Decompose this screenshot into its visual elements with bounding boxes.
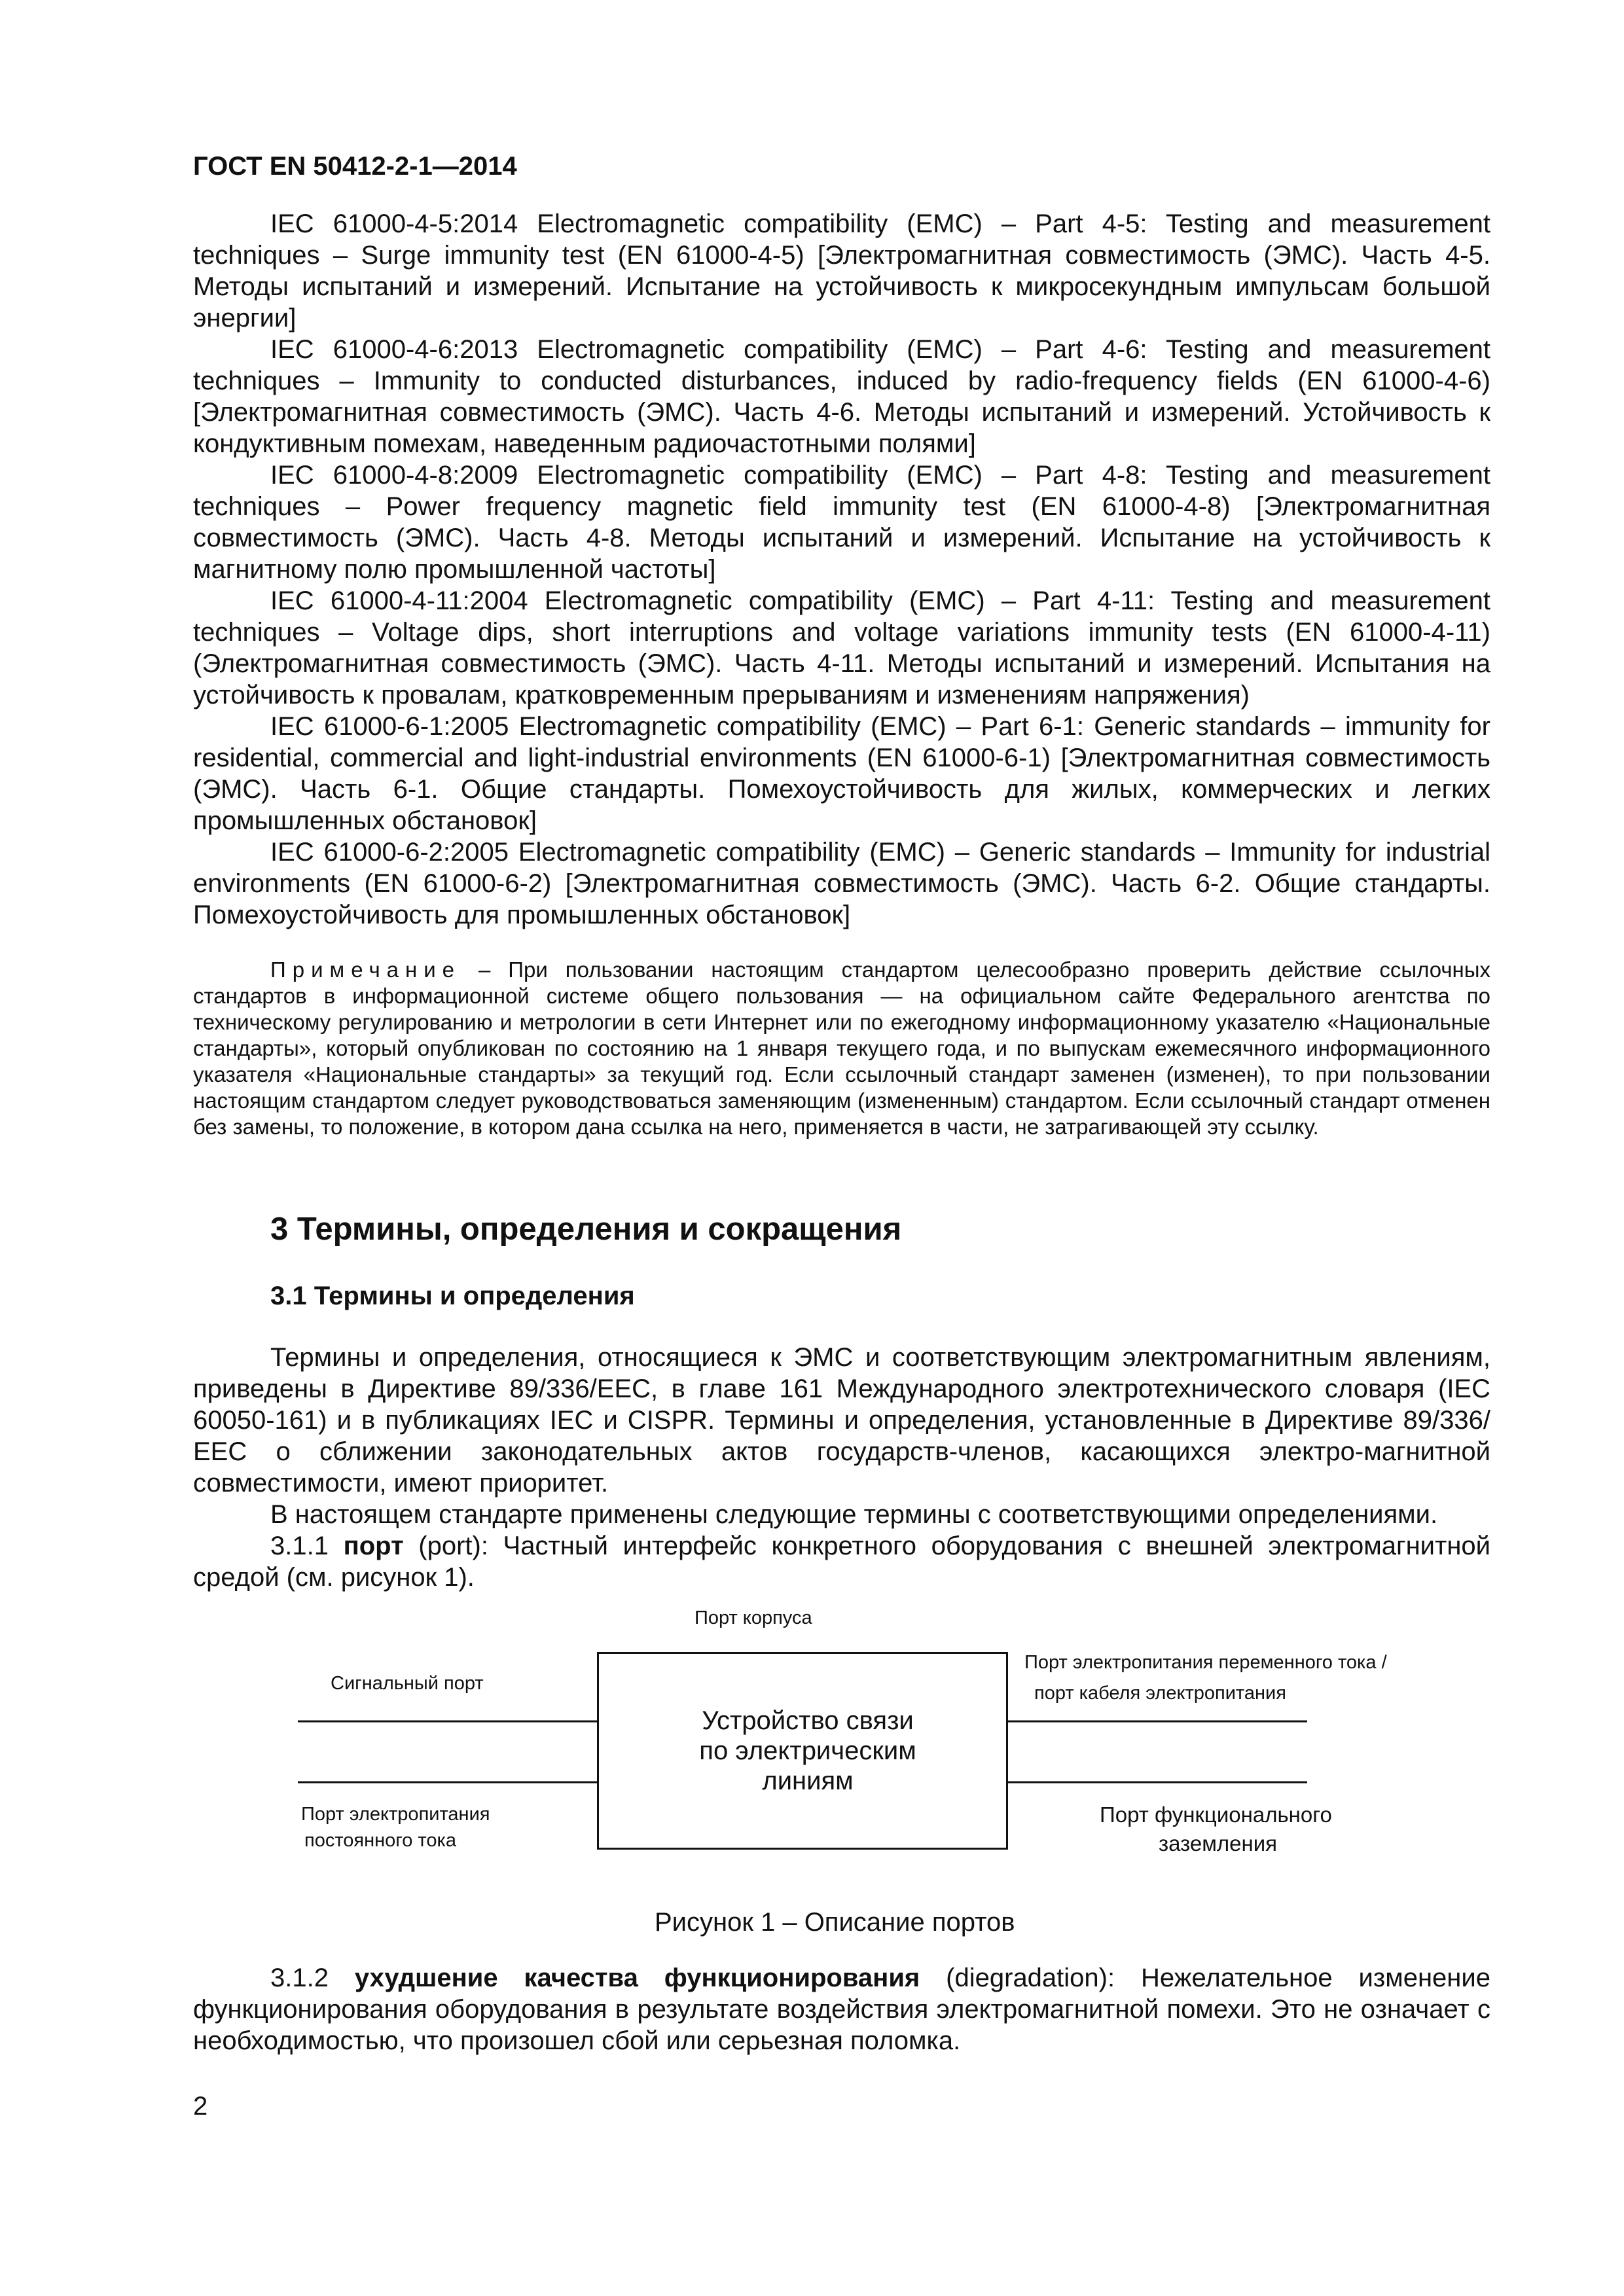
signal-port-label: Сигнальный порт xyxy=(331,1673,484,1694)
term-number: 3.1.2 xyxy=(270,1964,329,1992)
reference-item: IEC 61000-4-8:2009 Electromagnetic compatibility (EMC) – Part 4-8: Testing and measurement techniques – Power frequency magnetic field immunity test (EN 61000-4-8) [Электромагнитная совместимость (ЭМС). Часть 4-8. Методы испытаний и измерений. Испытание на устойчивость к магнитному полю промышленной частоты] xyxy=(193,461,1490,584)
earth-port-label-line2: заземления xyxy=(1159,1831,1278,1856)
section-body xyxy=(193,1342,1490,1593)
note-text: – При пользовании настоящим стандартом целесообразно проверить действие ссылочных стандартов в информационной системе общего пользования — на официальном сайте Федерального агентства по техническому регулированию и метрологии в сети Интернет или по ежегодному информационному указателю «Национальные стандарты», который опубликован по состоянию на 1 января текущего года, и по выпускам ежемесячного информационного указателя «Национальные стандарты» за текущий год. Если ссылочный стандарт заменен (изменен), то при пользовании настоящим стандартом следует руководствоваться заменяющим (измененным) стандартом. Если ссылочный стандарт отменен без замены, то положение, в котором дана ссылка на него, применяется в части, не затрагивающей эту ссылку. xyxy=(193,958,1490,1139)
reference-item: IEC 61000-4-11:2004 Electromagnetic compatibility (EMC) – Part 4-11: Testing and measurement techniques – Voltage dips, short interruptions and voltage variations immunity tests (EN 61000-4-11) (Электромагнитная совместимость (ЭМС). Часть 4-11. Методы испытаний и измерений. Испытания на устойчивость к провалам, кратковременным прерываниям и изменениям напряжения) xyxy=(193,586,1490,709)
term-definition xyxy=(193,1962,1490,2056)
section-title: 3 Термины, определения и сокращения xyxy=(270,1211,902,1247)
section-body-continued xyxy=(193,1962,1490,2056)
ac-port-label-line1: Порт электропитания переменного тока / xyxy=(1024,1652,1387,1673)
subsection-title: 3.1 Термины и определения xyxy=(270,1282,635,1310)
term-name: ухудшение качества функционирования xyxy=(354,1964,920,1992)
reference-item: IEC 61000-6-1:2005 Electromagnetic compatibility (EMC) – Part 6-1: Generic standards – immunity for residential, commercial and light-industrial environments (EN 61000-6-1) [Электромагнитная совместимость (ЭМС). Часть 6-1. Общие стандарты. Помехоустойчивость для жилых, коммерческих и легких промышленных обстановок] xyxy=(193,712,1490,835)
earth-port-label-line1: Порт функционального xyxy=(1100,1803,1332,1827)
enclosure-port-label: Порт корпуса xyxy=(695,1607,812,1628)
normative-references xyxy=(193,208,1490,931)
reference-item: IEC 61000-4-5:2014 Electromagnetic compatibility (EMC) – Part 4-5: Testing and measurement techniques – Surge immunity test (EN 61000-4-5) [Электромагнитная совместимость (ЭМС). Часть 4-5. Методы испытаний и измерений. Испытание на устойчивость к микросекундным импульсам большой энергии] xyxy=(193,209,1490,332)
reference-item: IEC 61000-6-2:2005 Electromagnetic compatibility (EMC) – Generic standards – Immunity for industrial environments (EN 61000-6-2) [Электромагнитная совместимость (ЭМС). Часть 6-2. Общие стандарты. Помехоустойчивость для промышленных обстановок] xyxy=(193,838,1490,929)
dc-port-label-line1: Порт электропитания xyxy=(301,1804,490,1825)
ac-port-label-line2: порт кабеля электропитания xyxy=(1034,1683,1286,1704)
term-text: (diegradation): Нежелательное изменение функционирования оборудования в результате воздействия электромагнитной помехи. Это не означает с необходимостью, что произошел сбой или серьезная поломка. xyxy=(193,1964,1490,2055)
note-block xyxy=(193,957,1490,1140)
paragraph: В настоящем стандарте применены следующие термины с соответствующими определениями. xyxy=(270,1500,1438,1529)
term-number: 3.1.1 xyxy=(270,1532,329,1560)
note-label: Примечание xyxy=(270,958,461,982)
dc-port-label-line2: постоянного тока xyxy=(304,1830,456,1851)
reference-item: IEC 61000-4-6:2013 Electromagnetic compatibility (EMC) – Part 4-6: Testing and measurement techniques – Immunity to conducted disturbances, induced by radio-frequency fields (EN 61000-4-6) [Электромагнитная совместимость (ЭМС). Часть 4-6. Методы испытаний и измерений. Устойчивость к кондуктивным помехам, наведенным радиочастотными полями] xyxy=(193,335,1490,458)
term-text: (port): Частный интерфейс конкретного оборудования с внешней электромагнитной средой (см. рисунок 1). xyxy=(193,1532,1491,1592)
document-header: ГОСТ EN 50412-2-1—2014 xyxy=(193,152,517,181)
paragraph: Термины и определения, относящиеся к ЭМС и соответствующим электромагнитным явлениям, приведены в Директиве 89/336/ЕЕС, в главе 161 Международного электротехнического словаря (IEC 60050-161) и в публикациях IEC и CISPR. Термины и определения, установленные в Директиве 89/336/ЕЕС о сближении законодательных актов государств-членов, касающихся электро-магнитной совместимости, имеют приоритет. xyxy=(193,1343,1490,1498)
term-name: порт xyxy=(343,1532,404,1560)
page-number: 2 xyxy=(193,2092,208,2121)
term-definition xyxy=(193,1530,1490,1593)
figure-caption: Рисунок 1 – Описание портов xyxy=(655,1908,1015,1937)
device-label: Устройство связи по электрическим линиям xyxy=(699,1706,916,1795)
